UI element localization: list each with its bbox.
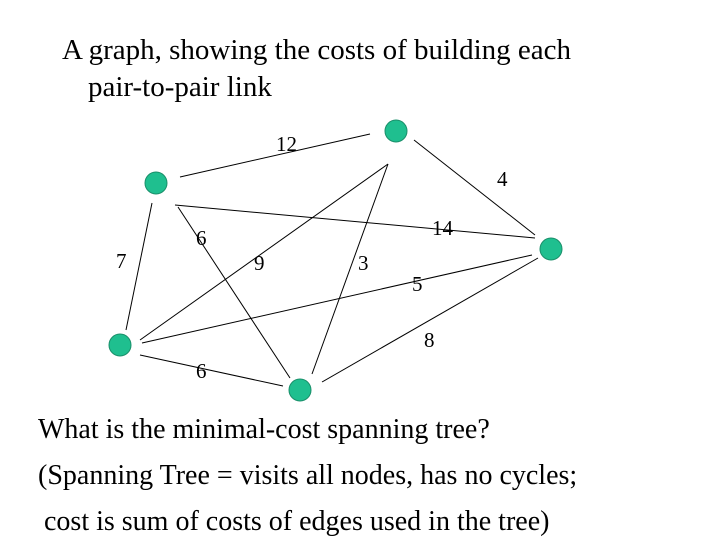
edge-weight-6-lower: 6 xyxy=(196,359,207,383)
question-text xyxy=(38,407,577,545)
edge-left-upper-top xyxy=(180,134,370,177)
edge-weight-12: 12 xyxy=(276,132,297,156)
edge-weight-4: 4 xyxy=(497,167,508,191)
edge-left-upper-bottom xyxy=(178,207,290,378)
title-line-2: pair-to-pair link xyxy=(88,71,272,103)
title-line-1: A graph, showing the costs of building each xyxy=(62,34,572,66)
edge-bottom-right xyxy=(322,258,538,382)
question-line-3: cost is sum of costs of edges used in the tree) xyxy=(44,506,550,537)
edge-weight-8: 8 xyxy=(424,328,435,352)
edge-bottom-mid xyxy=(312,164,388,374)
question-line-2: (Spanning Tree = visits all nodes, has no cycles; xyxy=(38,460,578,491)
edge-weight-14: 14 xyxy=(432,216,453,240)
edge-weight-7: 7 xyxy=(116,249,127,273)
graph-node-right xyxy=(540,238,562,260)
edge-weight-3: 3 xyxy=(358,251,369,275)
edge-left-upper-right xyxy=(175,205,535,238)
graph-node-left-upper xyxy=(145,172,167,194)
edge-left-lower-bottom xyxy=(140,355,283,386)
graph-node-top xyxy=(385,120,407,142)
edge-weight-9: 9 xyxy=(254,251,265,275)
edge-weight-5: 5 xyxy=(412,272,423,296)
edge-left-upper-left-lower xyxy=(126,203,152,330)
edge-weight-6-upper: 6 xyxy=(196,226,207,250)
graph-node-bottom xyxy=(289,379,311,401)
edge-left-lower-right xyxy=(142,255,532,343)
question-line-1: What is the minimal-cost spanning tree? xyxy=(38,414,490,445)
graph-node-left-lower xyxy=(109,334,131,356)
